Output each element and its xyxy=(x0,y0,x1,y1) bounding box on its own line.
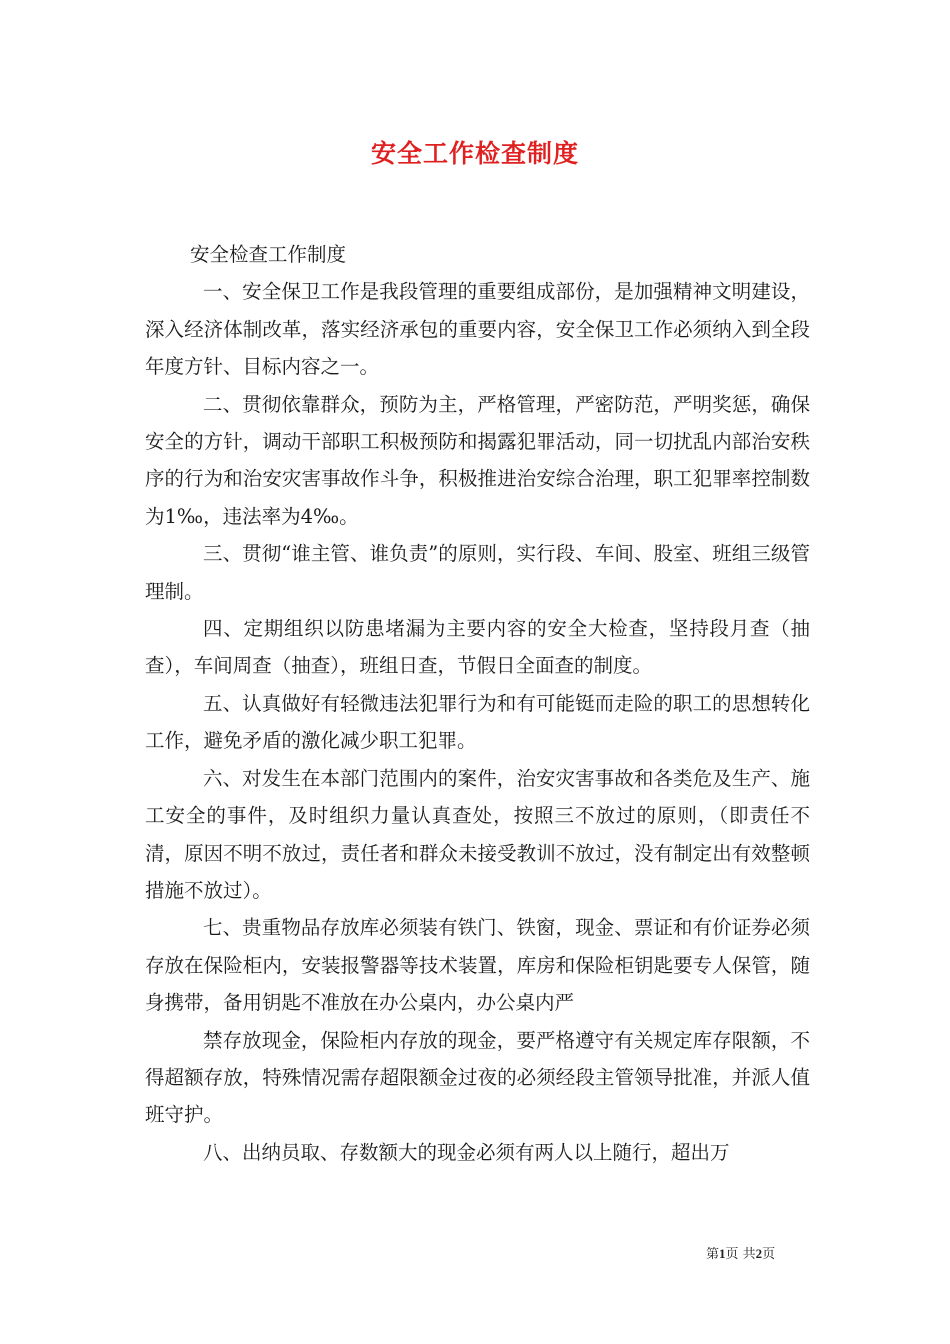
paragraph-7-continued: 禁存放现金，保险柜内存放的现金，要严格遵守有关规定库存限额，不得超额存放，特殊情况需存超限额金过夜的必须经段主管领导批准，并派人值班守护。 xyxy=(145,1028,810,1127)
footer-prefix: 第 xyxy=(706,1247,720,1262)
footer-suffix: 页 xyxy=(762,1247,776,1262)
paragraph-2: 二、贯彻依靠群众，预防为主，严格管理，严密防范，严明奖惩，确保安全的方针，调动干部职工积极预防和揭露犯罪活动，同一切扰乱内部治安秩序的行为和治安灾害事故作斗争，积极推进治安综合治理，职工犯罪率控制数为1‰，违法率为4‰。 xyxy=(145,392,810,528)
paragraph-6: 六、对发生在本部门范围内的案件，治安灾害事故和各类危及生产、施工安全的事件，及时组织力量认真查处，按照三不放过的原则，（即责任不清，原因不明不放过，责任者和群众未接受教训不放过，没有制定出有效整顿措施不放过）。 xyxy=(145,766,810,902)
page-footer xyxy=(706,1243,775,1262)
paragraph-3: 三、贯彻“谁主管、谁负责”的原则，实行段、车间、股室、班组三级管理制。 xyxy=(145,542,810,603)
paragraph-4: 四、定期组织以防患堵漏为主要内容的安全大检查，坚持段月查（抽查），车间周查（抽查），班组日查，节假日全面查的制度。 xyxy=(145,617,810,678)
paragraph-8: 八、出纳员取、存数额大的现金必须有两人以上随行，超出万 xyxy=(203,1140,730,1164)
footer-page-number: 1 xyxy=(719,1246,726,1261)
paragraph-1: 一、安全保卫工作是我段管理的重要组成部份，是加强精神文明建设，深入经济体制改革，落实经济承包的重要内容，安全保卫工作必须纳入到全段年度方针、目标内容之一。 xyxy=(145,280,810,379)
paragraph-7: 七、贵重物品存放库必须装有铁门、铁窗，现金、票证和有价证券必须存放在保险柜内，安装报警器等技术装置，库房和保险柜钥匙要专人保管，随身携带，备用钥匙不准放在办公桌内，办公桌内严 xyxy=(145,916,810,1015)
paragraph-5: 五、认真做好有轻微违法犯罪行为和有可能铤而走险的职工的思想转化工作，避免矛盾的激化减少职工犯罪。 xyxy=(145,691,810,753)
document-title: 安全工作检查制度 xyxy=(370,139,579,168)
footer-middle: 页 共 xyxy=(725,1247,756,1262)
document-subtitle: 安全检查工作制度 xyxy=(190,243,347,266)
document-body xyxy=(145,236,810,1171)
footer-total-pages: 2 xyxy=(755,1246,763,1261)
